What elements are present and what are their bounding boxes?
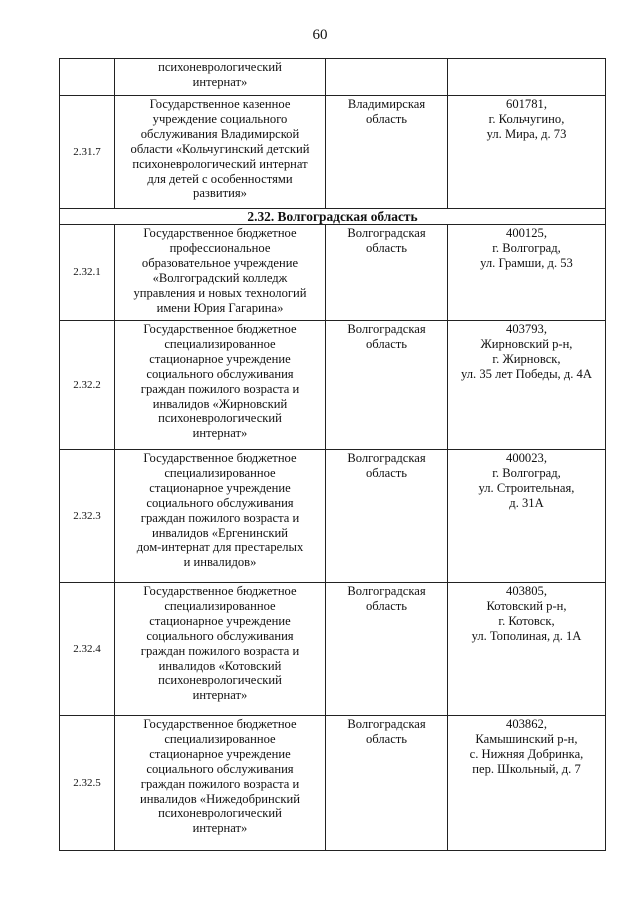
region: Волгоградская область [326, 450, 448, 583]
table-row [60, 583, 606, 716]
region: Владимирская область [326, 96, 448, 209]
page-number: 60 [312, 27, 328, 43]
table-row [60, 225, 606, 321]
address: 403805, Котовский р-н, г. Котовск, ул. Тополиная, д. 1А [448, 583, 606, 716]
institution-name: Государственное бюджетное профессиональное образовательное учреждение «Волгоградский колледж управления и новых технологий имени Юрия Гагарина» [115, 225, 326, 321]
table-body [60, 59, 606, 851]
address [448, 59, 606, 96]
section-header-row [60, 209, 606, 225]
institution-name: Государственное бюджетное специализированное стационарное учреждение социального обслуживания граждан пожилого возраста и инвалидов «Нижедобринский психоневрологический интернат» [115, 716, 326, 851]
section-title: 2.32. Волгоградская область [60, 209, 606, 225]
row-number: 2.32.4 [60, 583, 115, 716]
address: 403862, Камышинский р-н, с. Нижняя Добринка, пер. Школьный, д. 7 [448, 716, 606, 851]
region [326, 59, 448, 96]
row-number: 2.31.7 [60, 96, 115, 209]
address: 601781, г. Кольчугино, ул. Мира, д. 73 [448, 96, 606, 209]
region: Волгоградская область [326, 321, 448, 450]
institution-name: психоневрологический интернат» [115, 59, 326, 96]
region: Волгоградская область [326, 583, 448, 716]
row-number: 2.32.3 [60, 450, 115, 583]
table-row [60, 450, 606, 583]
institution-name: Государственное бюджетное специализированное стационарное учреждение социального обслуживания граждан пожилого возраста и инвалидов «Ергенинский дом-интернат для престарелых и инвалидов» [115, 450, 326, 583]
region: Волгоградская область [326, 716, 448, 851]
region: Волгоградская область [326, 225, 448, 321]
row-number: 2.32.1 [60, 225, 115, 321]
table-row [60, 716, 606, 851]
address: 400125, г. Волгоград, ул. Грамши, д. 53 [448, 225, 606, 321]
table-row [60, 321, 606, 450]
row-number: 2.32.5 [60, 716, 115, 851]
institution-name: Государственное казенное учреждение социального обслуживания Владимирской области «Кольчугинский детский психоневрологический интернат для детей с особенностями развития» [115, 96, 326, 209]
address: 400023, г. Волгоград, ул. Строительная, д. 31А [448, 450, 606, 583]
table-row [60, 96, 606, 209]
row-number: 2.32.2 [60, 321, 115, 450]
institutions-table [59, 58, 606, 851]
institution-name: Государственное бюджетное специализированное стационарное учреждение социального обслуживания граждан пожилого возраста и инвалидов «Жирновский психоневрологический интернат» [115, 321, 326, 450]
address: 403793, Жирновский р-н, г. Жирновск, ул. 35 лет Победы, д. 4А [448, 321, 606, 450]
row-number [60, 59, 115, 96]
table-row [60, 59, 606, 96]
institution-name: Государственное бюджетное специализированное стационарное учреждение социального обслуживания граждан пожилого возраста и инвалидов «Котовский психоневрологический интернат» [115, 583, 326, 716]
